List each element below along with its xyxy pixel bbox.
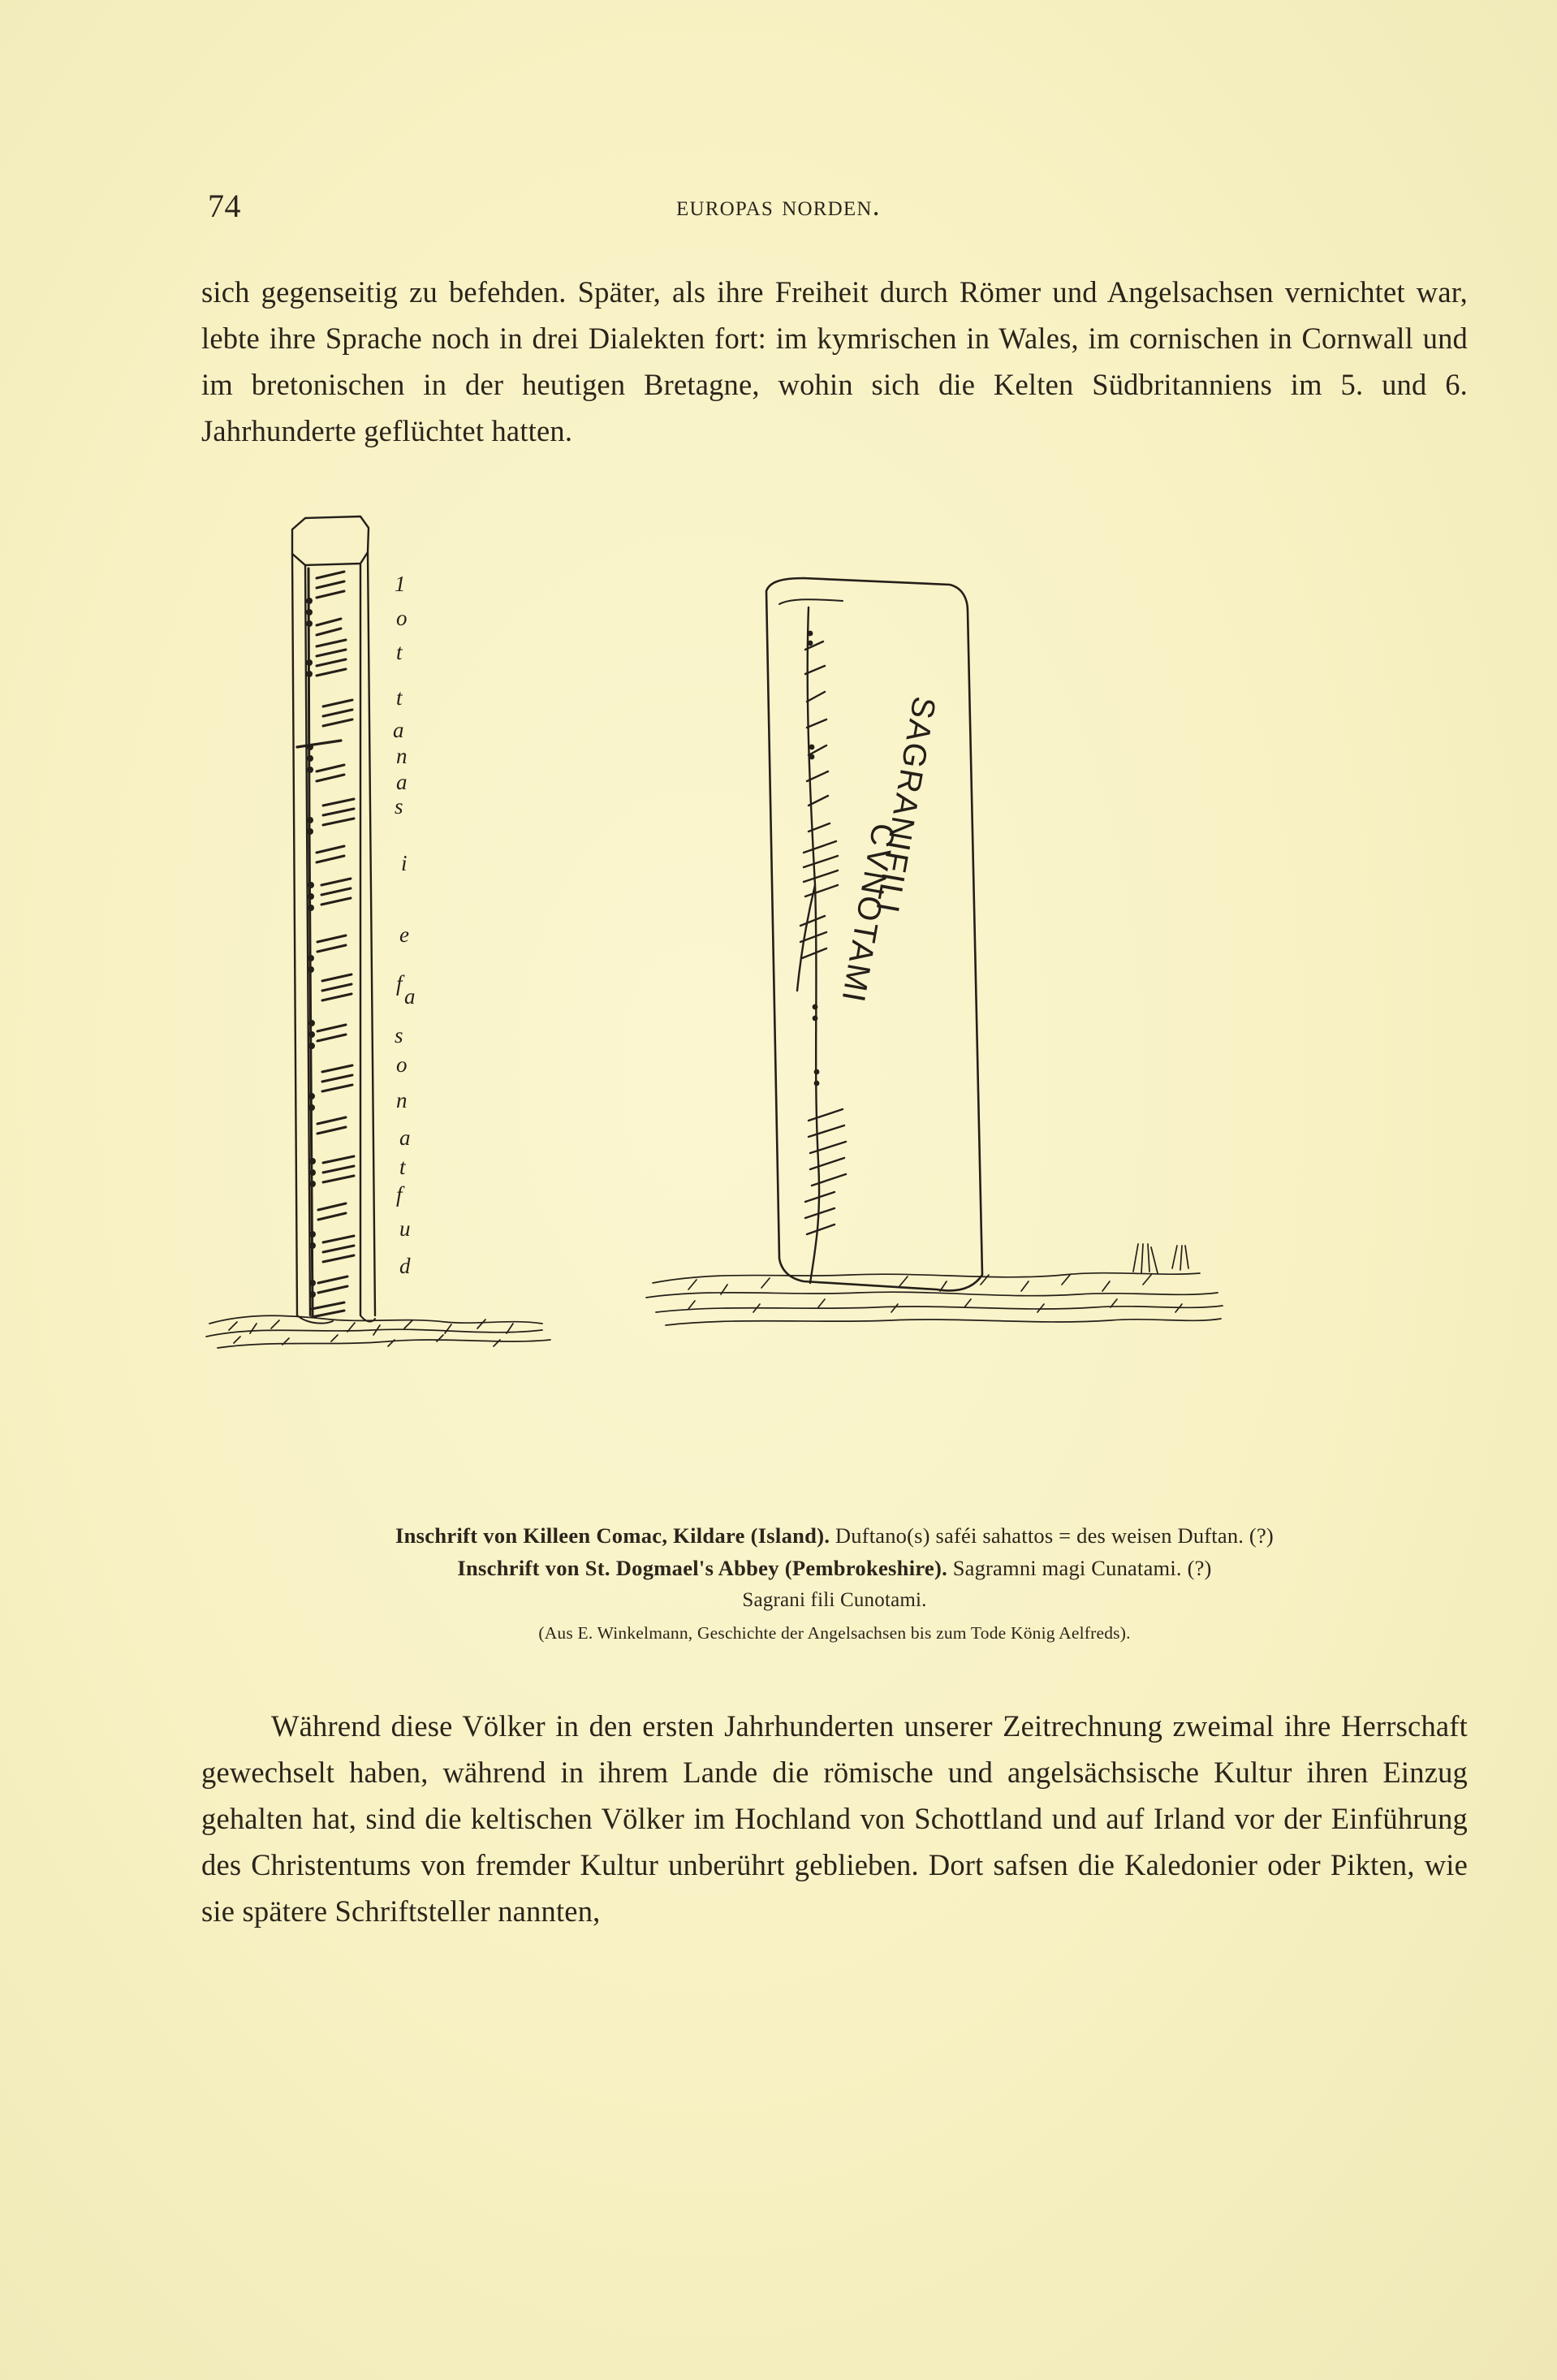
right-stone-cracks xyxy=(797,607,846,1283)
svg-text:e: e xyxy=(399,922,409,947)
page-number: 74 xyxy=(208,188,241,224)
svg-text:i: i xyxy=(401,850,408,875)
figure-runestones xyxy=(201,503,1468,1502)
svg-text:n: n xyxy=(396,1087,408,1112)
svg-text:o: o xyxy=(396,605,408,630)
svg-text:CVNOTAMI: CVNOTAMI xyxy=(835,820,902,1006)
paragraph-first-text: sich gegenseitig zu befehden. Später, als ihre Freiheit durch Römer und Angelsachsen vernichtet war, lebte ihre Sprache noch in drei Dialekten fort: im kymrischen in Wales, im cornischen in Cornwall und im bretonischen in der heutigen Bretagne, wohin sich die Kelten Südbritanniens im 5. und 6. Jahrhunderte geflüchtet hatten. xyxy=(201,275,1468,447)
svg-text:a: a xyxy=(399,1125,411,1150)
svg-text:a: a xyxy=(396,769,408,794)
svg-text:f: f xyxy=(396,1181,403,1207)
svg-text:t: t xyxy=(396,639,403,664)
right-stone-inscription xyxy=(835,693,942,1005)
svg-text:s: s xyxy=(395,1022,403,1047)
running-head: europas norden. xyxy=(676,189,881,222)
svg-text:n: n xyxy=(396,743,408,768)
svg-text:s: s xyxy=(395,793,403,819)
caption-source: (Aus E. Winkelmann, Geschichte der Angelsachsen bis zum Tode König Aelfreds). xyxy=(538,1623,1131,1644)
paragraph-second xyxy=(201,1704,1468,1935)
svg-text:d: d xyxy=(399,1253,411,1278)
svg-text:o: o xyxy=(396,1052,408,1077)
figure-caption xyxy=(201,1520,1468,1650)
svg-text:t: t xyxy=(396,685,403,710)
caption-line-1 xyxy=(201,1520,1468,1553)
left-stone-transliteration xyxy=(393,572,416,1278)
runestones-drawing xyxy=(201,503,1468,1502)
left-stone-outline xyxy=(292,516,375,1324)
page-header xyxy=(201,187,1468,235)
caption-line-2 xyxy=(201,1553,1468,1585)
caption-line-2-title: Inschrift von St. Dogmael's Abbey (Pembrokeshire). xyxy=(457,1555,948,1580)
caption-line-1-text: Duftano(s) saféi sahattos = des weisen Duftan. (?) xyxy=(835,1523,1274,1548)
svg-text:a: a xyxy=(393,717,404,742)
caption-line-1-title: Inschrift von Killeen Comac, Kildare (Island). xyxy=(395,1523,830,1548)
svg-text:t: t xyxy=(399,1154,406,1179)
right-stone-ground xyxy=(646,1244,1223,1325)
caption-line-2-text: Sagramni magi Cunatami. (?) xyxy=(952,1555,1212,1580)
paragraph-first xyxy=(201,270,1468,455)
left-stone-ground xyxy=(206,1315,550,1348)
paragraph-second-text: Während diese Völker in den ersten Jahrhunderten unserer Zeitrechnung zweimal ihre Herrschaft gewechselt haben, während in ihrem Lande die römische und angelsächsische Kultur ihren Einzug gehalten hat, sind die keltischen Völker im Hochland von Schottland und auf Irland vor der Einführung des Christentums von fremder Kultur unberührt geblieben. Dort safsen die Kaledonier oder Pikten, wie sie spätere Schriftsteller nannten, xyxy=(201,1709,1468,1928)
svg-text:a: a xyxy=(404,983,416,1009)
svg-text:f: f xyxy=(396,970,403,996)
page-content xyxy=(201,187,1468,1935)
caption-line-3: Sagrani fili Cunotami. xyxy=(742,1589,927,1612)
svg-text:SAGRANIFILI: SAGRANIFILI xyxy=(869,693,942,917)
svg-text:u: u xyxy=(399,1216,411,1241)
svg-text:1: 1 xyxy=(395,571,406,596)
